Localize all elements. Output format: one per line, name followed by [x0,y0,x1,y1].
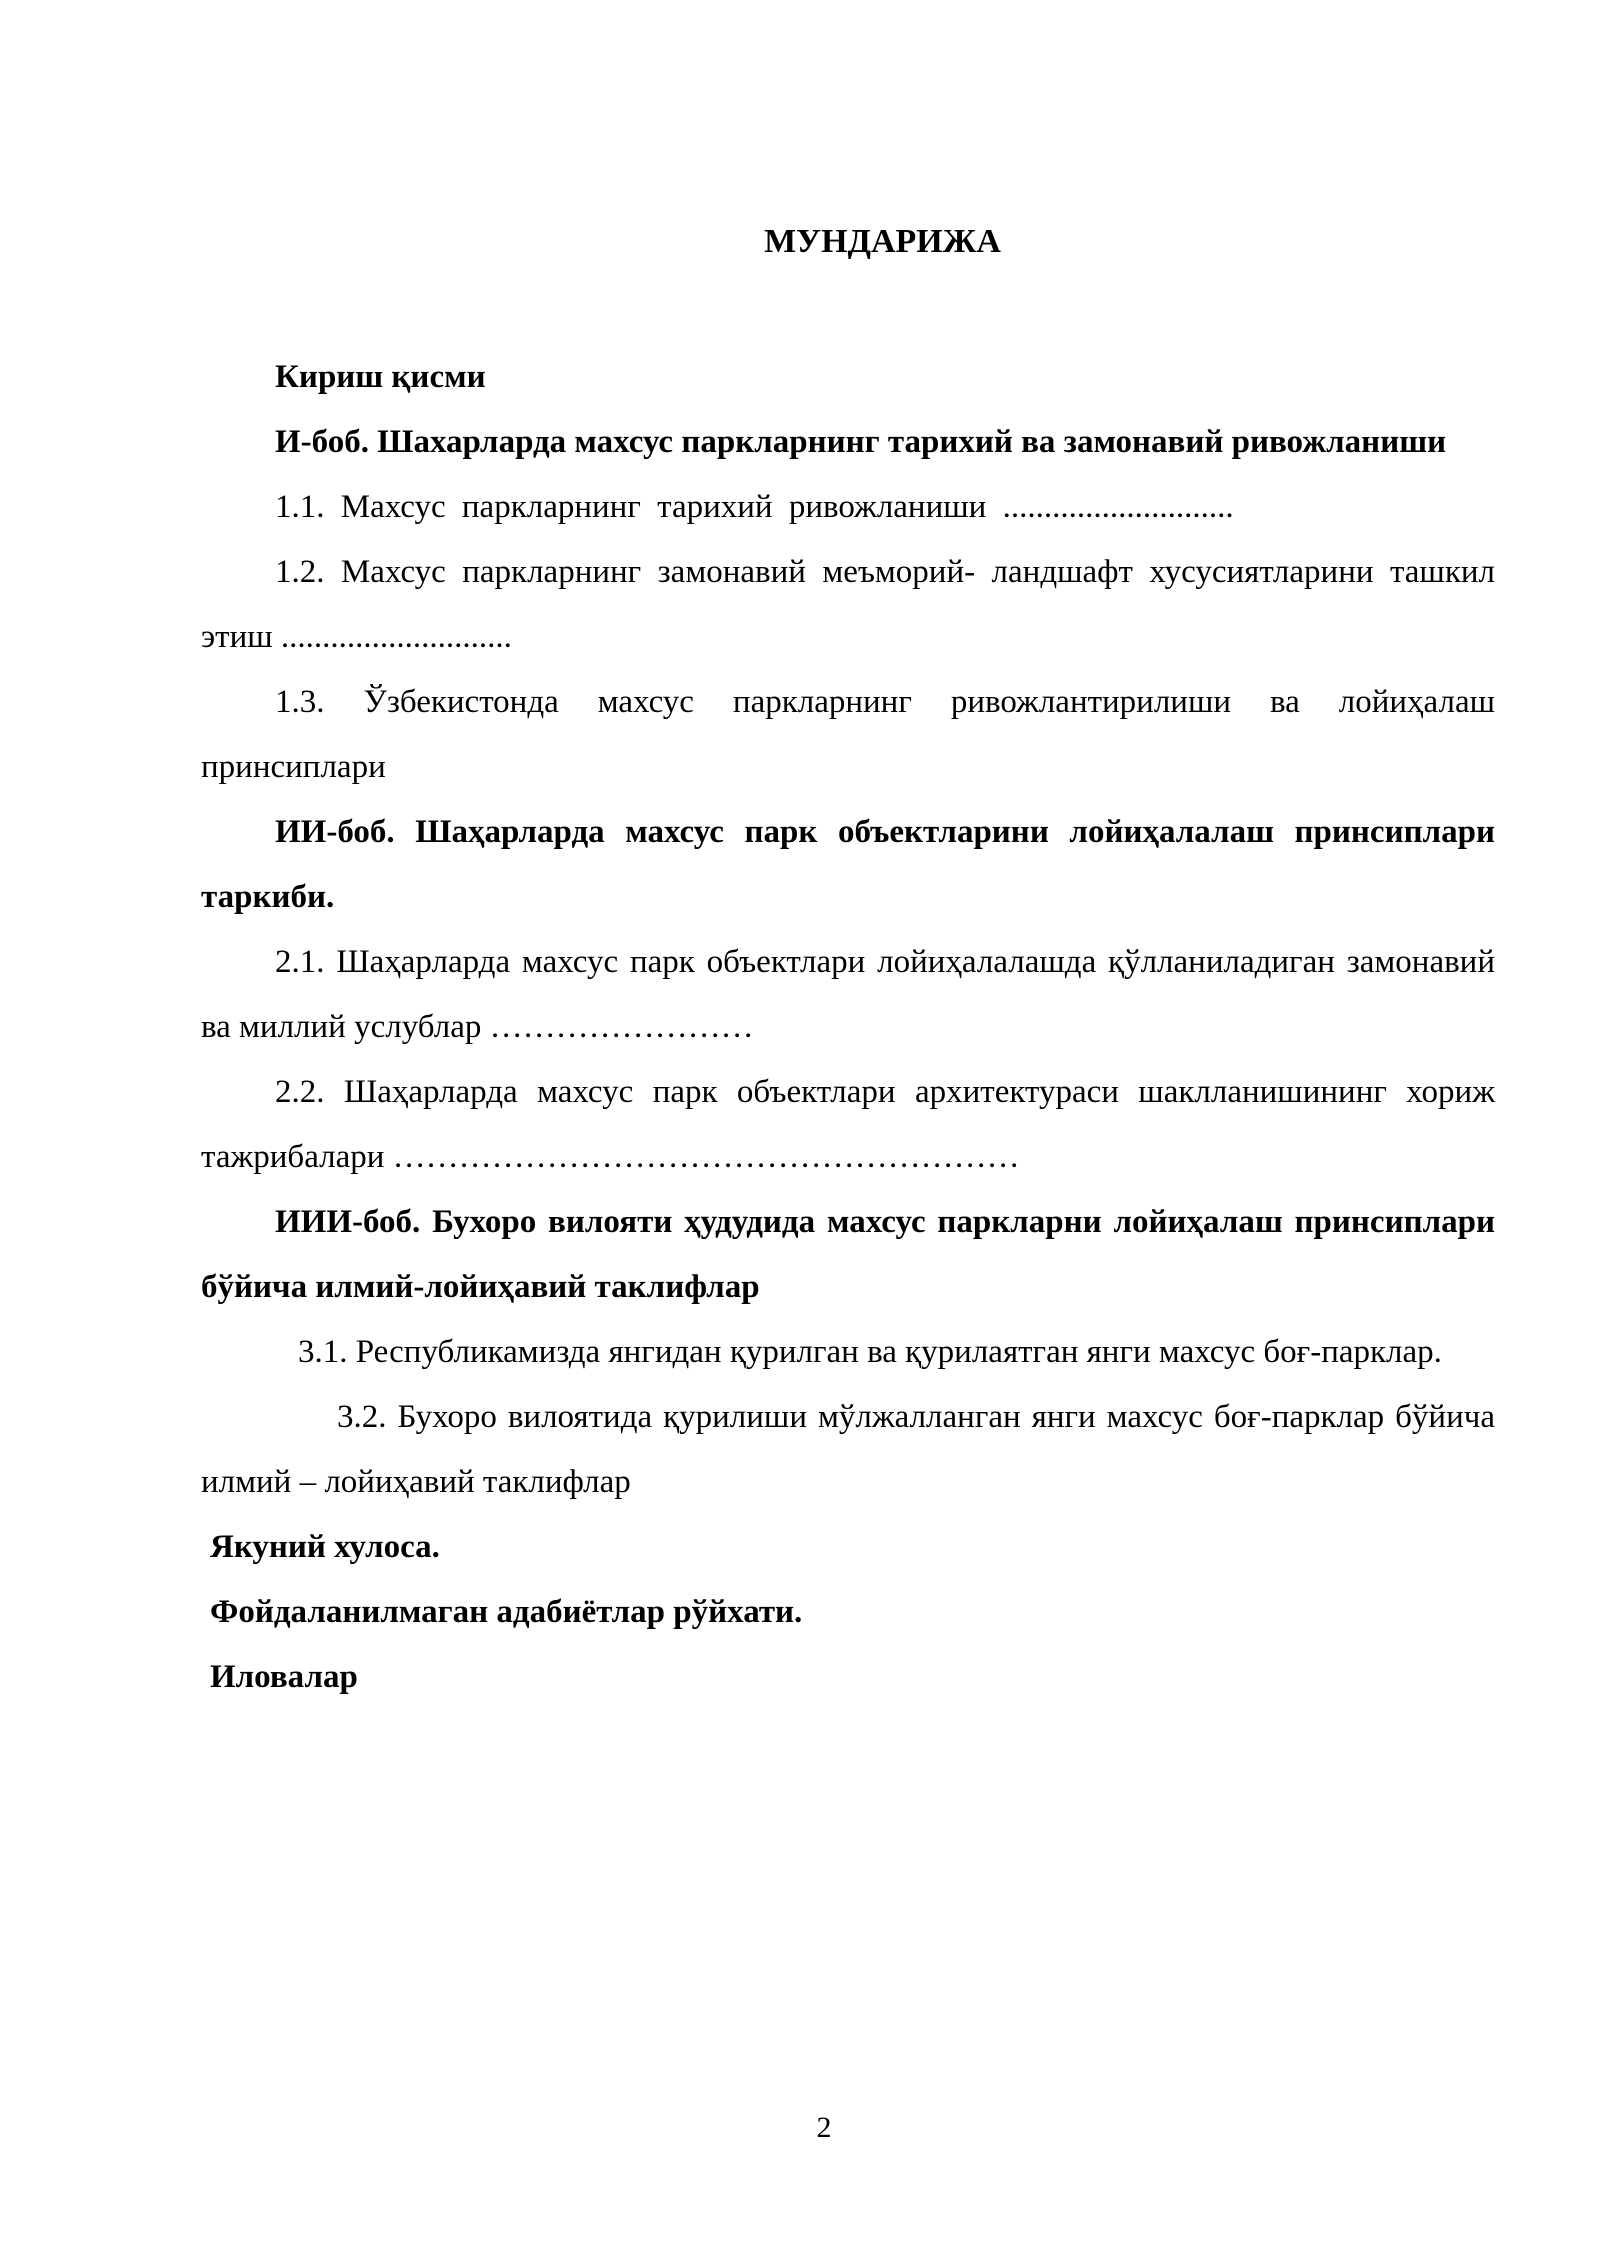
toc-entry-section-1-1: 1.1. Махсус паркларнинг тарихий ривожланиши ............................ [275,489,1234,525]
toc-entry-section-3-1: 3.1. Республикамизда янгидан қурилган ва қурилаятган янги махсус боғ-парклар. [298,1334,1442,1370]
toc-entry-appendices: Иловалар [210,1659,358,1695]
page-number: 2 [816,2111,832,2144]
page-title: МУНДАРИЖА [764,223,1001,260]
toc-entry-section-3-2: 3.2. Бухоро вилоятида қурилиши мўлжалланган янги махсус боғ-парклар бўйича илмий – лойиҳавий таклифлар [201,1399,1495,1500]
toc-entry-chapter-2: ИИ-боб. Шаҳарларда махсус парк объектларини лойиҳалалаш принсиплари таркиби. [201,814,1495,915]
toc-entry-introduction: Кириш қисми [275,359,486,395]
toc-entry-chapter-1: И-боб. Шахарларда махсус паркларнинг тарихий ва замонавий ривожланиши [275,424,1447,460]
toc-entry-references: Фойдаланилмаган адабиётлар рўйхати. [210,1594,803,1630]
toc-entry-conclusion: Якуний хулоса. [210,1529,440,1565]
toc-entry-section-1-2: 1.2. Махсус паркларнинг замонавий меъморий- ландшафт хусусиятларини ташкил этиш ............................ [201,554,1495,655]
toc-entry-chapter-3: ИИИ-боб. Бухоро вилояти ҳудудида махсус паркларни лойиҳалаш принсиплари бўйича илмий-лойиҳавий таклифлар [201,1204,1495,1305]
toc-entry-section-2-2: 2.2. Шаҳарларда махсус парк объектлари архитектураси шаклланишининг хориж тажрибалари ………………………………………………… [201,1074,1495,1175]
toc-entry-section-1-3: 1.3. Ўзбекистонда махсус паркларнинг ривожлантирилиши ва лойиҳалаш принсиплари [201,684,1495,785]
toc-entry-section-2-1: 2.1. Шаҳарларда махсус парк объектлари лойиҳалалашда қўлланиладиган замонавий ва миллий услублар …………………… [201,944,1495,1045]
table-of-contents [201,345,1495,1710]
